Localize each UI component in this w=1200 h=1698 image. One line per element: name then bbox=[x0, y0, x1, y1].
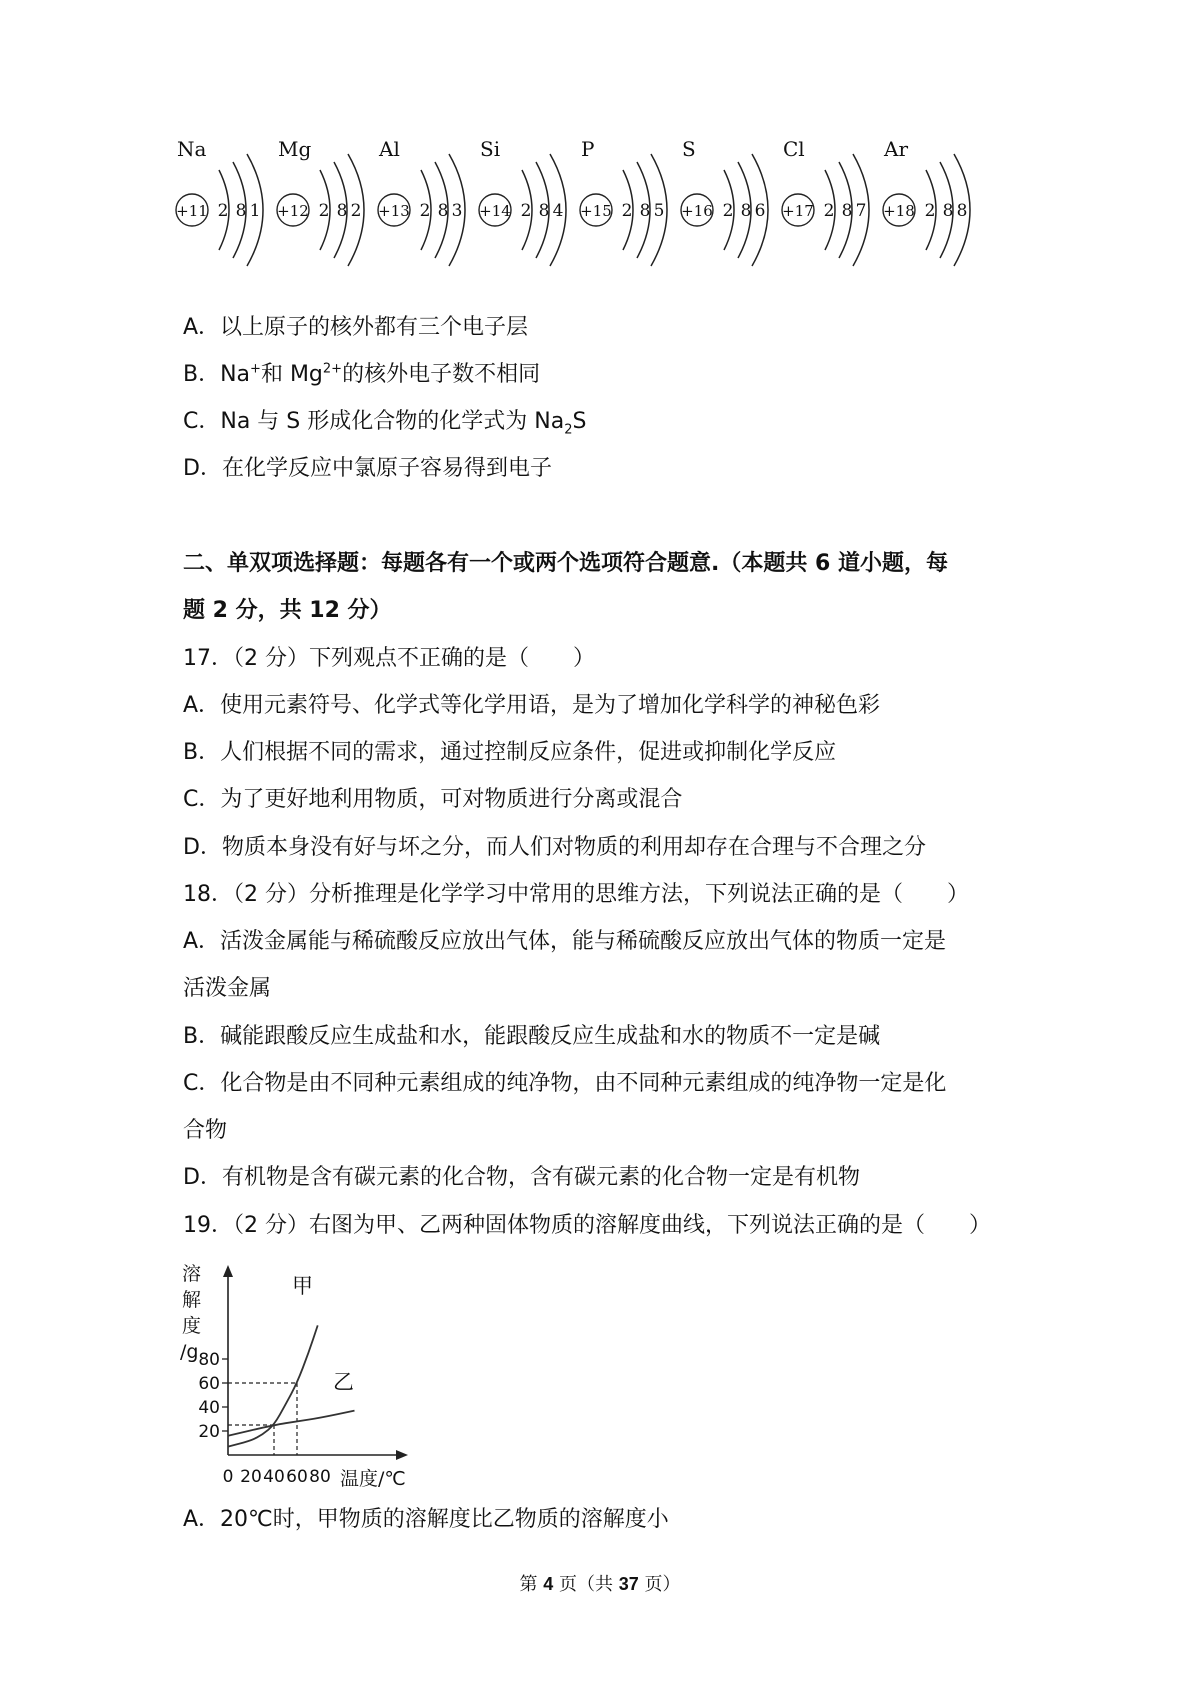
atom-symbol: Al bbox=[379, 140, 400, 161]
atom-symbol: Si bbox=[480, 140, 501, 161]
y-tick-label: 40 bbox=[198, 1398, 220, 1418]
atom-nucleus-charge: +12 bbox=[277, 202, 309, 220]
section-2-heading: 二、单双项选择题：每题各有一个或两个选项符合题意.（本题共 6 道小题，每 bbox=[183, 551, 948, 576]
series-label-yi: 乙 bbox=[333, 1370, 354, 1394]
electron-count: 8 bbox=[639, 201, 651, 221]
q19-option-a: A．20℃时，甲物质的溶解度比乙物质的溶解度小 bbox=[183, 1507, 669, 1532]
x-tick-label: 20 bbox=[240, 1467, 262, 1487]
electron-count: 8 bbox=[956, 201, 968, 221]
q18-option-d: D．有机物是含有碳元素的化合物，含有碳元素的化合物一定是有机物 bbox=[183, 1165, 860, 1190]
y-axis-label: 度 bbox=[182, 1315, 202, 1337]
electron-count: 2 bbox=[217, 201, 229, 221]
x-tick-label: 80 bbox=[309, 1467, 331, 1487]
y-tick-label: 60 bbox=[198, 1374, 220, 1394]
y-axis-label: 溶 bbox=[182, 1263, 202, 1285]
atom-nucleus-charge: +13 bbox=[378, 202, 410, 220]
electron-count: 8 bbox=[740, 201, 752, 221]
q17-stem: 17．（2 分）下列观点不正确的是（ ） bbox=[183, 646, 595, 671]
x-axis-label: 温度/℃ bbox=[340, 1468, 406, 1490]
electron-count: 6 bbox=[754, 201, 766, 221]
x-tick-label: 0 bbox=[222, 1467, 234, 1487]
atom-al bbox=[378, 140, 465, 266]
atom-nucleus-charge: +17 bbox=[782, 202, 814, 220]
electron-count: 2 bbox=[419, 201, 431, 221]
x-tick-label: 60 bbox=[286, 1467, 308, 1487]
atom-cl bbox=[782, 140, 869, 266]
atom-si bbox=[479, 140, 566, 266]
q18-option-b: B．碱能跟酸反应生成盐和水，能跟酸反应生成盐和水的物质不一定是碱 bbox=[183, 1024, 881, 1049]
series-curve-1 bbox=[228, 1325, 318, 1446]
q16-option-c: C．Na 与 S 形成化合物的化学式为 $Na_2S$ bbox=[183, 409, 587, 438]
electron-count: 2 bbox=[924, 201, 936, 221]
atom-s bbox=[681, 140, 768, 266]
y-axis-unit: /g bbox=[180, 1341, 199, 1363]
y-axis-arrow bbox=[223, 1265, 233, 1277]
q19-stem: 19．（2 分）右图为甲、乙两种固体物质的溶解度曲线，下列说法正确的是（ ） bbox=[183, 1213, 991, 1238]
atom-structure-diagrams bbox=[175, 140, 1075, 280]
q17-option-a: A．使用元素符号、化学式等化学用语，是为了增加化学科学的神秘色彩 bbox=[183, 693, 881, 718]
y-tick-label: 80 bbox=[198, 1350, 220, 1370]
electron-count: 8 bbox=[437, 201, 449, 221]
atom-symbol: Na bbox=[177, 140, 207, 161]
atom-nucleus-charge: +11 bbox=[176, 202, 208, 220]
q18-option-a: A．活泼金属能与稀硫酸反应放出气体，能与稀硫酸反应放出气体的物质一定是 bbox=[183, 929, 947, 954]
section-2-heading-cont: 题 2 分，共 12 分） bbox=[183, 598, 392, 623]
x-axis-arrow bbox=[396, 1450, 408, 1460]
electron-count: 2 bbox=[350, 201, 362, 221]
page-total: 37 bbox=[618, 1574, 639, 1594]
atom-nucleus-charge: +18 bbox=[883, 202, 915, 220]
atom-nucleus-charge: +16 bbox=[681, 202, 713, 220]
electron-count: 3 bbox=[451, 201, 463, 221]
atom-ar bbox=[883, 140, 970, 266]
y-tick-label: 20 bbox=[198, 1422, 220, 1442]
y-axis-label: 解 bbox=[182, 1289, 202, 1311]
q16-option-b: B．Na+和 $Mg^{2+}$的核外电子数不相同 bbox=[183, 361, 541, 387]
q18-stem: 18．（2 分）分析推理是化学学习中常用的思维方法，下列说法正确的是（ ） bbox=[183, 882, 969, 907]
electron-count: 2 bbox=[722, 201, 734, 221]
electron-count: 8 bbox=[235, 201, 247, 221]
q16-option-a: A．以上原子的核外都有三个电子层 bbox=[183, 315, 529, 340]
atom-nucleus-charge: +14 bbox=[479, 202, 511, 220]
atom-symbol: Cl bbox=[783, 140, 805, 161]
solubility-curve-chart bbox=[180, 1255, 450, 1495]
electron-count: 2 bbox=[520, 201, 532, 221]
atom-symbol: Mg bbox=[278, 140, 312, 161]
electron-count: 8 bbox=[538, 201, 550, 221]
electron-count: 5 bbox=[653, 201, 665, 221]
q17-option-b: B．人们根据不同的需求，通过控制反应条件，促进或抑制化学反应 bbox=[183, 740, 837, 765]
q18-option-a-cont: 活泼金属 bbox=[183, 976, 272, 1001]
atom-symbol: Ar bbox=[884, 140, 909, 161]
atom-symbol: P bbox=[581, 140, 595, 161]
q17-option-c: C．为了更好地利用物质，可对物质进行分离或混合 bbox=[183, 787, 683, 812]
x-tick-label: 40 bbox=[263, 1467, 285, 1487]
electron-count: 2 bbox=[621, 201, 633, 221]
electron-count: 8 bbox=[942, 201, 954, 221]
atom-na bbox=[176, 140, 263, 266]
electron-count: 4 bbox=[552, 201, 564, 221]
electron-count: 8 bbox=[841, 201, 853, 221]
q18-option-c-cont: 合物 bbox=[183, 1118, 228, 1143]
series-label-jia: 甲 bbox=[292, 1274, 313, 1298]
q17-option-d: D．物质本身没有好与坏之分，而人们对物质的利用却存在合理与不合理之分 bbox=[183, 835, 926, 860]
atom-symbol: S bbox=[682, 140, 696, 161]
q16-option-d: D．在化学反应中氯原子容易得到电子 bbox=[183, 456, 552, 481]
series-curve-2 bbox=[228, 1411, 355, 1436]
atom-nucleus-charge: +15 bbox=[580, 202, 612, 220]
q18-option-c: C．化合物是由不同种元素组成的纯净物，由不同种元素组成的纯净物一定是化 bbox=[183, 1071, 947, 1096]
electron-count: 2 bbox=[318, 201, 330, 221]
electron-count: 2 bbox=[823, 201, 835, 221]
atom-p bbox=[580, 140, 667, 266]
electron-count: 1 bbox=[249, 201, 261, 221]
page-number: 4 bbox=[543, 1574, 554, 1594]
electron-count: 7 bbox=[855, 201, 867, 221]
atom-mg bbox=[277, 140, 364, 266]
page-footer: 第 4 页（共 37 页） bbox=[519, 1574, 681, 1595]
electron-count: 8 bbox=[336, 201, 348, 221]
